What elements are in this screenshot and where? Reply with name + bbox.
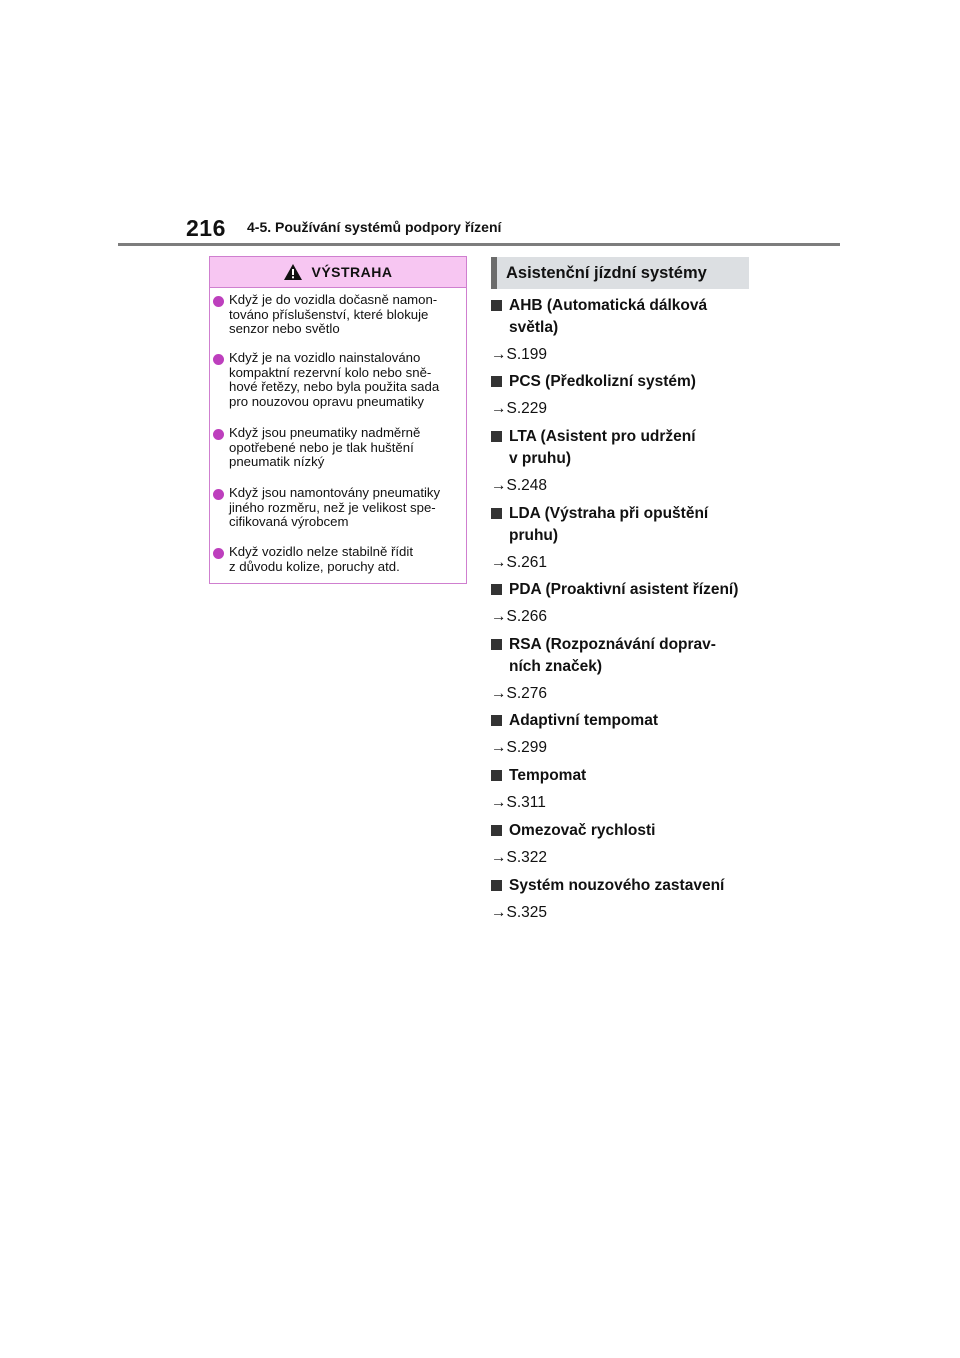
system-item-cruise [491, 765, 751, 813]
page-reference-link[interactable]: →S.299 [491, 739, 548, 756]
system-item-head [491, 295, 751, 339]
section-title: 4-5. Používání systémů podpory řízení [247, 219, 502, 235]
square-bullet-icon [491, 880, 502, 891]
system-item-head [491, 875, 751, 897]
system-item-pcs [491, 371, 751, 419]
system-item-head [491, 710, 751, 732]
warning-item [213, 351, 463, 409]
system-item-ahb [491, 295, 751, 365]
system-item-lda [491, 503, 751, 573]
warning-item-text: Když vozidlo nelze stabilně řídit z důvodu kolize, poruchy atd. [229, 544, 413, 574]
warning-item-text: Když jsou pneumatiky nadměrně opotřebené nebo je tlak huštění pneumatik nízký [229, 425, 421, 469]
system-item-head [491, 371, 751, 393]
page-reference-link[interactable]: →S.276 [491, 685, 548, 702]
square-bullet-icon [491, 770, 502, 781]
page-reference-link[interactable]: →S.325 [491, 904, 548, 921]
warning-header [210, 257, 466, 288]
page-reference-link[interactable]: →S.248 [491, 477, 548, 494]
warning-item [213, 426, 463, 470]
warning-item [213, 486, 463, 530]
system-item-head [491, 579, 751, 601]
system-item-label: PCS (Předkolizní systém) [509, 373, 696, 390]
page-reference-link[interactable]: →S.229 [491, 400, 548, 417]
square-bullet-icon [491, 300, 502, 311]
system-item-speed-limiter [491, 820, 751, 868]
square-bullet-icon [491, 715, 502, 726]
square-bullet-icon [491, 584, 502, 595]
warning-item [213, 293, 463, 337]
square-bullet-icon [491, 376, 502, 387]
system-item-label: PDA (Proaktivní asistent řízení) [509, 581, 739, 598]
warning-item [213, 545, 463, 574]
system-item-label: Tempomat [509, 767, 587, 784]
system-item-rsa [491, 634, 751, 704]
page-reference-link[interactable]: →S.261 [491, 554, 548, 571]
bullet-dot-icon [213, 354, 224, 365]
warning-triangle-icon [283, 263, 303, 281]
system-item-label: Omezovač rychlosti [509, 822, 656, 839]
system-item-acc [491, 710, 751, 758]
square-bullet-icon [491, 639, 502, 650]
warning-item-text: Když jsou namontovány pneumatiky jiného rozměru, než je velikost spe- cifikovaná výrobcem [229, 485, 441, 529]
system-item-label: Adaptivní tempomat [509, 712, 658, 729]
square-bullet-icon [491, 431, 502, 442]
page-reference-link[interactable]: →S.322 [491, 849, 548, 866]
bullet-dot-icon [213, 429, 224, 440]
system-item-label: AHB (Automatická dálková světla) [509, 297, 708, 336]
warning-title: VÝSTRAHA [311, 264, 393, 280]
system-item-head [491, 426, 751, 470]
system-item-label: RSA (Rozpoznávání doprav- ních značek) [509, 636, 716, 675]
system-item-lta [491, 426, 751, 496]
page-reference-link[interactable]: →S.311 [491, 794, 546, 811]
assist-header [491, 257, 749, 289]
system-item-label: LDA (Výstraha při opuštění pruhu) [509, 505, 709, 544]
warning-item-text: Když je na vozidlo nainstalováno kompaktní rezervní kolo nebo sně- hové řetězy, nebo byla použita sada pro nouzovou opravu pneumatiky [229, 350, 440, 409]
square-bullet-icon [491, 508, 502, 519]
page-reference-link[interactable]: →S.199 [491, 346, 548, 363]
system-item-head [491, 503, 751, 547]
warning-box [209, 256, 467, 584]
system-item-label: LTA (Asistent pro udržení v pruhu) [509, 428, 696, 467]
warning-item-text: Když je do vozidla dočasně namon- továno příslušenství, které blokuje senzor nebo světlo [229, 292, 438, 336]
bullet-dot-icon [213, 296, 224, 307]
system-item-head [491, 765, 751, 787]
square-bullet-icon [491, 825, 502, 836]
assist-title: Asistenční jízdní systémy [506, 263, 707, 282]
page-number: 216 [186, 215, 226, 241]
bullet-dot-icon [213, 489, 224, 500]
header-rule [118, 243, 840, 246]
page-reference-link[interactable]: →S.266 [491, 608, 548, 625]
system-item-head [491, 820, 751, 842]
bullet-dot-icon [213, 548, 224, 559]
system-item-head [491, 634, 751, 678]
system-item-emergency-stop [491, 875, 751, 923]
system-item-pda [491, 579, 751, 627]
system-item-label: Systém nouzového zastavení [509, 877, 725, 894]
